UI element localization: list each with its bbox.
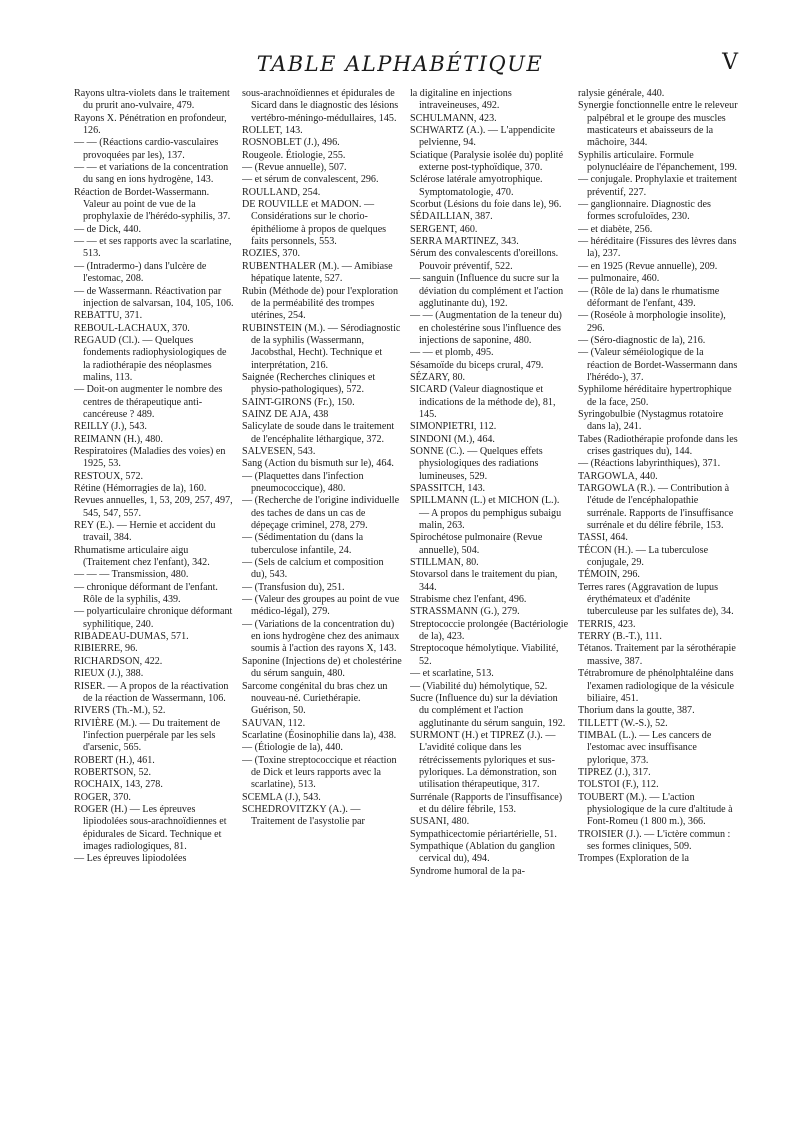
index-entry: Stovarsol dans le traitement du pian, 344. [410,569,558,593]
index-entry: RUBENTHALER (M.). — Amibiase hépatique latente, 527. [242,260,393,285]
index-entry: SÉZARY, 80. [410,371,466,383]
index-entry: — (Plaquettes dans l'infection pneumococcique), 480. [242,470,364,494]
index-entry: Sarcome congénital du bras chez un nouveau-né. Curiethérapie. Guérison, 50. [242,680,388,717]
index-entry: — Doit-on augmenter le nombre des centres de thérapeutique anti-cancéreuse ? 489. [74,384,223,420]
index-entry: Rhumatisme articulaire aigu (Traitement chez l'enfant), 342. [74,544,210,569]
index-entry: Sympathicectomie périartérielle, 51. [410,828,557,840]
index-entry: Spirochétose pulmonaire (Revue annuelle), 504. [410,532,543,556]
index-entry: — et sérum de convalescent, 296. [242,174,379,186]
index-entry: — (Viabilité du) hémolytique, 52. [410,680,548,692]
index-entry: RESTOUX, 572. [74,470,144,482]
index-entry: ROZIES, 370. [242,248,301,260]
index-entry: — et scarlatine, 513. [410,668,494,680]
index-entry: — sanguin (Influence du sucre sur la déviation du complément et l'action agglutinante du), 192. [410,273,564,309]
index-entry: — — et variations de la concentration du sang en ions hydrogène, 143. [74,162,229,186]
index-entry: RIBADEAU-DUMAS, 571. [74,631,189,643]
index-entry: — de Wassermann. Réactivation par injection de salvarsan, 104, 105, 106. [74,285,234,309]
index-entry: — (Sédimentation du (dans la tuberculose infantile, 24. [242,532,364,556]
index-entry: Synergie fonctionnelle entre le releveur palpébral et le groupe des muscles masticateurs et abaisseurs de la mâchoire, 344. [578,100,738,149]
index-entry: TARGOWLA (R.). — Contribution à l'étude de l'encéphalopathie surrénale. Rapports de l'insuffisance surrénale et du délire fébrile, 153. [578,483,734,532]
index-entry: Scarlatine (Éosinophilie dans la), 438. [242,729,397,741]
index-entry: Rétine (Hémorragies de la), 160. [74,483,207,494]
index-entry: — (Étiologie de la), 440. [242,742,343,754]
index-entry: SERRA MARTINEZ, 343. [410,236,519,248]
index-entry: SAUVAN, 112. [242,717,306,729]
index-entry: SPILLMANN (L.) et MICHON (L.). — A propos du pemphigus subaigu malin, 263. [410,495,562,532]
index-entry: Saponine (Injections de) et cholestérine du sérum sanguin, 480. [242,655,402,680]
index-entry: Sucre (Influence du) sur la déviation du complément et l'action agglutinante du sérum sanguin, 192. [410,692,566,729]
index-entry: — — (Augmentation de la teneur du) en cholestérine sous l'influence des injections de saponine, 480. [410,310,562,346]
index-entry: TÉCON (H.). — La tuberculose conjugale, 29. [578,544,709,569]
index-entry: ROLLET, 143. [242,125,303,137]
index-entry: — (Revue annuelle), 507. [242,162,347,174]
index-entry: SÉDAILLIAN, 387. [410,211,493,223]
index-entry: Sérum des convalescents d'oreillons. Pouvoir préventif, 522. [410,248,559,272]
index-entry: Rubin (Méthode de) pour l'exploration de la perméabilité des trompes utérines, 254. [242,285,398,322]
index-entry: RIBIERRE, 96. [74,643,138,655]
index-entry: Trompes (Exploration de la [578,853,689,865]
index-entry: Tabes (Radiothérapie profonde dans les crises gastriques du), 144. [578,433,738,457]
index-entry: STILLMAN, 80. [410,557,479,569]
index-entry: RISER. — A propos de la réactivation de la réaction de Wassermann, 106. [74,680,229,704]
index-column-2 [242,88,402,829]
index-entry: — (Séro-diagnostic de la), 216. [578,334,706,346]
index-entry: TÉMOIN, 296. [578,569,640,581]
index-entry: SINDONI (M.), 464. [410,433,495,445]
index-entry: RICHARDSON, 422. [74,655,163,667]
index-entry: — polyarticulaire chronique déformant syphilitique, 240. [74,606,233,630]
index-entry: SCHULMANN, 423. [410,112,497,124]
index-entry: Syndrome humoral de la pa- [410,865,525,877]
index-entry: Tétrabromure de phénolphtaléine dans l'examen radiologique de la vésicule biliaire, 451. [578,668,735,704]
index-entry: REY (E.). — Hernie et accident du travail, 384. [74,520,216,544]
index-entry: Terres rares (Aggravation de lupus érythémateux et d'adénite tuberculeuse par les sulfates de), 34. [578,581,734,618]
index-entry: — (Réactions labyrinthiques), 371. [578,458,721,470]
index-entry: Tétanos. Traitement par la sérothérapie massive, 387. [578,643,736,667]
index-column-4 [578,88,738,866]
index-entry: REGAUD (Cl.). — Quelques fondements radiophysiologiques de la radiothérapie des néoplasmes malins, 113. [74,334,227,383]
index-entry: — — (Réactions cardio-vasculaires provoquées par les), 137. [74,137,219,161]
index-entry: Scorbut (Lésions du foie dans le), 96. [410,199,562,211]
index-columns [74,88,736,1128]
index-entry: sous-arachnoïdiennes et épidurales de Sicard dans le diagnostic des lésions vertébro-méningo-médullaires, 145. [242,88,399,124]
index-entry: — héréditaire (Fissures des lèvres dans la), 237. [578,236,737,260]
index-entry: Syphilis articulaire. Formule polynucléaire de l'épanchement, 199. [578,149,738,174]
index-entry: SURMONT (H.) et TIPREZ (J.). — L'avidité colique dans les rétrécissements pyloriques et sus-pyloriques. La démonstration, son utilisation thérapeutique, 317. [410,729,557,791]
index-entry: SONNE (C.). — Quelques effets physiologiques des radiations lumineuses, 529. [410,445,543,482]
index-entry: Sésamoïde du biceps crural, 479. [410,359,544,371]
index-entry: TOUBERT (M.). — L'action physiologique de la cure d'altitude à Font-Romeu (1 800 m.), 366. [578,791,733,828]
page-number: V [722,50,738,75]
page-title: TABLE ALPHABÉTIQUE [256,52,544,76]
index-entry: RIVERS (Th.-M.), 52. [74,705,166,717]
index-entry: Strabisme chez l'enfant, 496. [410,594,527,606]
index-entry: — (Intradermo-) dans l'ulcère de l'estomac, 208. [74,260,207,285]
index-entry: SCHWARTZ (A.). — L'appendicite pelvienne, 94. [410,125,556,149]
index-entry: TOLSTOI (F.), 112. [578,779,659,791]
index-entry: — en 1925 (Revue annuelle), 209. [578,260,718,272]
index-entry: — (Valeur des groupes au point de vue médico-légal), 279. [242,594,400,618]
index-entry: SPASSITCH, 143. [410,483,486,494]
index-entry: TERRY (B.-T.), 111. [578,631,662,643]
index-entry: Respiratoires (Maladies des voies) en 1925, 53. [74,445,226,470]
index-entry: Syringobulbie (Nystagmus rotatoire dans la), 241. [578,408,724,433]
index-entry: SALVESEN, 543. [242,445,316,457]
index-entry: — (Recherche de l'origine individuelle des taches de dans un cas de dépeçage criminel, 278, 279. [242,495,400,532]
index-entry: Surrénale (Rapports de l'insuffisance) et du délire fébrile, 153. [410,791,563,815]
index-entry: ROBERT (H.), 461. [74,754,155,766]
index-entry: — — et ses rapports avec la scarlatine, 513. [74,236,232,260]
index-entry: Sclérose latérale amyotrophique. Symptomatologie, 470. [410,174,543,198]
index-entry: — — — Transmission, 480. [74,569,189,581]
index-entry: — Les épreuves lipiodolées [74,853,187,865]
index-entry: Rougeole. Étiologie, 255. [242,149,346,161]
index-entry: Salicylate de soude dans le traitement de l'encéphalite léthargique, 372. [242,421,395,445]
index-entry: REILLY (J.), 543. [74,421,147,433]
index-entry: SAINT-GIRONS (Fr.), 150. [242,396,355,408]
index-entry: Saignée (Recherches cliniques et physio-pathologiques), 572. [242,371,376,396]
index-entry: SUSANI, 480. [410,816,470,828]
index-entry: — (Valeur séméiologique de la réaction de Bordet-Wassermann dans l'hérédo-), 37. [578,347,738,383]
index-entry: Sympathique (Ablation du ganglion cervical du), 494. [410,840,555,865]
index-entry: REIMANN (H.), 480. [74,433,163,445]
index-entry: Syphilome héréditaire hypertrophique de la face, 250. [578,384,732,408]
index-entry: ROSNOBLET (J.), 496. [242,137,340,149]
index-entry: TERRIS, 423. [578,618,636,630]
index-entry: TROISIER (J.). — L'ictère commun : ses formes cliniques, 509. [578,828,731,852]
index-entry: ROULLAND, 254. [242,186,321,198]
index-entry: la digitaline en injections intraveineuses, 492. [410,88,512,112]
index-entry: RUBINSTEIN (M.). — Sérodiagnostic de la syphilis (Wassermann, Jacobsthal, Hecht). Technique et interprétation, 216. [242,322,401,371]
index-entry: Streptococcie prolongée (Bactériologie de la), 423. [410,618,569,643]
index-entry: — (Roséole à morphologie insolite), 296. [578,310,726,334]
index-entry: — conjugale. Prophylaxie et traitement préventif, 227. [578,174,737,198]
index-entry: ROGER (H.) — Les épreuves lipiodolées sous-arachnoïdiennes et épidurales de Sicard. Technique et images radiologiques, 81. [74,803,227,852]
index-entry: Rayons ultra-violets dans le traitement du prurit ano-vulvaire, 479. [74,88,230,112]
index-entry: — et diabète, 256. [578,223,653,235]
running-head [0,52,800,82]
index-entry: SCEMLA (J.), 543. [242,791,321,803]
index-entry: — chronique déformant de l'enfant. Rôle de la syphilis, 439. [74,581,218,606]
index-entry: RIEUX (J.), 388. [74,668,144,680]
index-entry: SCHEDROVITZKY (A.). — Traitement de l'asystolie par [242,803,365,828]
index-entry: TIMBAL (L.). — Les cancers de l'estomac avec insuffisance pylorique, 373. [578,729,712,766]
index-entry: Streptocoque hémolytique. Viabilité, 52. [410,643,559,667]
index-entry: — (Rôle de la) dans le rhumatisme déformant de l'enfant, 439. [578,285,720,309]
index-entry: Thorium dans la goutte, 387. [578,705,695,717]
index-entry: — (Sels de calcium et composition du), 543. [242,557,384,581]
index-entry: ROCHAIX, 143, 278. [74,779,163,791]
index-entry: DE ROUVILLE et MADON. — Considérations sur le chorio-épithéliome à propos de quelques faits personnels, 553. [242,199,387,248]
index-entry: TIPREZ (J.), 317. [578,766,651,778]
index-entry: ROGER, 370. [74,791,131,803]
index-entry: — pulmonaire, 460. [578,273,660,285]
index-entry: REBOUL-LACHAUX, 370. [74,322,190,334]
index-column-3 [410,88,570,878]
index-entry: — de Dick, 440. [74,223,141,235]
index-entry: ralysie générale, 440. [578,88,665,99]
index-entry: ROBERTSON, 52. [74,766,152,778]
index-entry: Revues annuelles, 1, 53, 209, 257, 497, 545, 547, 557. [74,495,233,519]
index-entry: Rayons X. Pénétration en profondeur, 126. [74,112,227,137]
index-entry: — (Variations de la concentration du) en ions hydrogène chez des animaux soumis à l'action des rayons X, 143. [242,618,400,655]
index-entry: — ganglionnaire. Diagnostic des formes scrofuloïdes, 230. [578,199,711,223]
index-entry: — (Transfusion du), 251. [242,581,345,593]
index-entry: TILLETT (W.-S.), 52. [578,717,668,729]
index-entry: Sang (Action du bismuth sur le), 464. [242,458,394,470]
index-entry: SICARD (Valeur diagnostique et indications de la méthode de), 81, 145. [410,384,556,420]
index-column-1 [74,88,234,866]
index-entry: RIVIÈRE (M.). — Du traitement de l'infection puerpérale par les sels d'arsenic, 565. [74,717,221,754]
index-entry: Sciatique (Paralysie isolée du) poplité externe post-typhoïdique, 370. [410,149,564,174]
index-entry: REBATTU, 371. [74,310,143,322]
index-entry: — (Toxine streptococcique et réaction de Dick et leurs rapports avec la scarlatine), 513. [242,754,397,791]
index-entry: STRASSMANN (G.), 279. [410,606,520,618]
index-entry: SERGENT, 460. [410,223,478,235]
index-entry: TASSI, 464. [578,532,628,544]
index-entry: SAINZ DE AJA, 438 [242,408,329,420]
index-entry: Réaction de Bordet-Wassermann. Valeur au point de vue de la prophylaxie de l'hérédo-syphilis, 37. [74,186,231,223]
index-entry: SIMONPIETRI, 112. [410,421,497,433]
index-entry: — — et plomb, 495. [410,347,494,359]
index-entry: TARGOWLA, 440. [578,470,658,482]
